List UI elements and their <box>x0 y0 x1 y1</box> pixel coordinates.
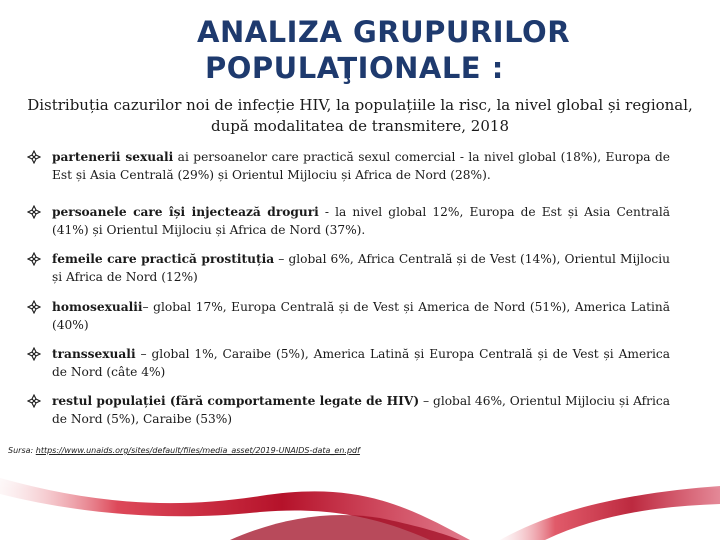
diamond-bullet-icon <box>27 150 41 164</box>
bullet-heading: restul populației (fără comportamente legate de HIV) <box>52 394 420 408</box>
source-note <box>8 445 708 456</box>
source-label: Sursa: <box>8 446 36 455</box>
bullet-text: – global 46%, Orientul Mijlociu și Africa de Nord (5%), Caraibe (53%) <box>52 394 670 426</box>
bullet-text: – global 6%, Africa Centrală și de Vest (14%), Orientul Mijlociu și Africa de Nord (12%) <box>52 252 670 284</box>
list-item <box>26 392 670 428</box>
bullet-text: – global 1%, Caraibe (5%), America Latină și Europa Centrală și de Vest și America de Nord (câte 4%) <box>52 347 670 379</box>
bullet-heading: transsexuali <box>52 347 136 361</box>
list-item <box>26 298 670 345</box>
bullet-heading: persoanele care își injectează droguri <box>52 205 319 219</box>
source-link[interactable]: https://www.unaids.org/sites/default/files/media_asset/2019-UNAIDS-data_en.pdf <box>35 446 360 455</box>
bullet-list <box>26 148 670 428</box>
red-ribbon-icon <box>0 448 720 540</box>
page-title <box>0 14 720 86</box>
bullet-text: ai persoanelor care practică sexul comercial - la nivel global (18%), Europa de Est și Asia Centrală (29%) și Orientul Mijlociu și Africa de Nord (28%). <box>52 150 670 182</box>
title-line-2: POPULAŢIONALE : <box>205 51 504 85</box>
subtitle: Distribuția cazurilor noi de infecție HIV, la populațiile la risc, la nivel global și regional, după modalitatea de transmitere, 2018 <box>27 96 693 135</box>
list-item <box>26 148 670 203</box>
diamond-bullet-icon <box>27 300 41 314</box>
diamond-bullet-icon <box>27 205 41 219</box>
title-line-1: ANALIZA GRUPURILOR <box>197 15 571 49</box>
diamond-bullet-icon <box>27 252 41 266</box>
list-item <box>26 203 670 250</box>
bullet-text: – global 17%, Europa Centrală și de Vest și America de Nord (51%), America Latină (40%) <box>52 300 670 332</box>
list-item <box>26 345 670 392</box>
bullet-heading: partenerii sexuali <box>52 150 174 164</box>
bullet-heading: homosexualii <box>52 300 143 314</box>
bullet-text: - la nivel global 12%, Europa de Est și Asia Centrală (41%) și Orientul Mijlociu și Africa de Nord (37%). <box>52 205 670 237</box>
diamond-bullet-icon <box>27 347 41 361</box>
list-item <box>26 250 670 298</box>
bullet-heading: femeile care practică prostituția <box>52 252 275 266</box>
diamond-bullet-icon <box>27 394 41 408</box>
